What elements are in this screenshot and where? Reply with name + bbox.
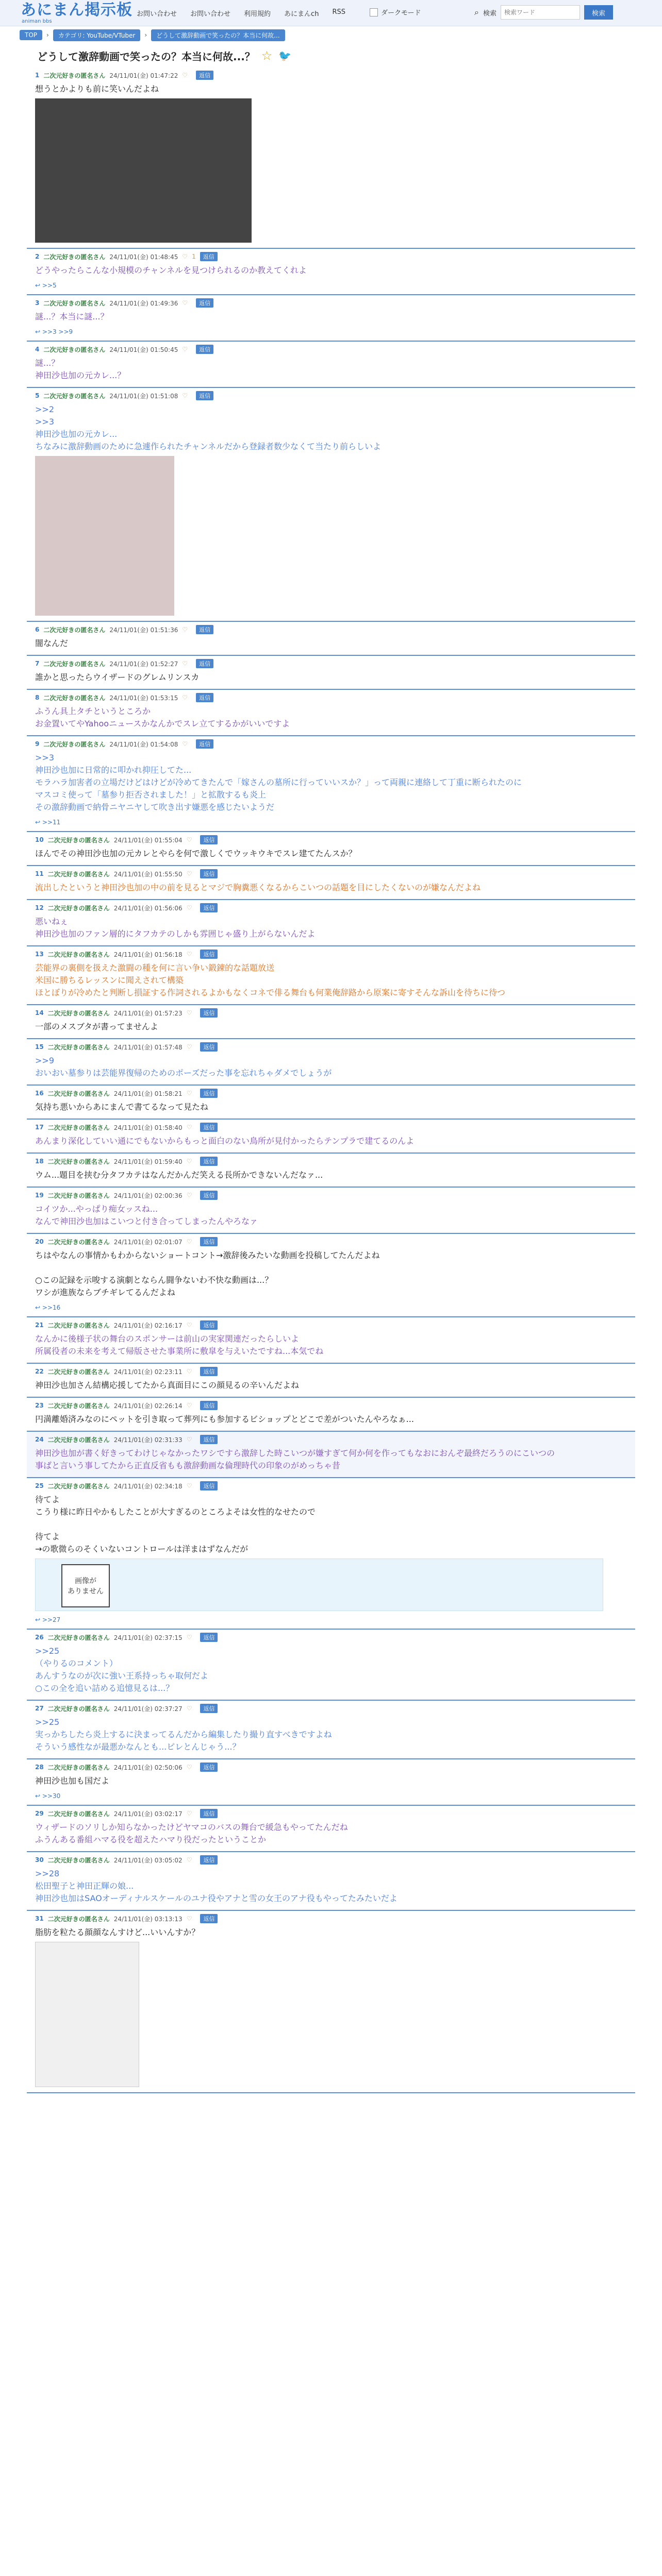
post-meta <box>35 71 635 80</box>
post-body: 闇なんだ <box>35 638 69 648</box>
post-meta <box>35 1633 635 1642</box>
reply-anchor-text[interactable]: >>11 <box>42 819 61 826</box>
post-number[interactable]: 29 <box>35 1810 44 1817</box>
poster-name: 二次元好きの匿名さん <box>43 660 106 668</box>
post-meta <box>35 1320 635 1330</box>
post <box>27 1234 635 1317</box>
reply-button[interactable]: 返信 <box>200 1633 218 1642</box>
post-number[interactable]: 13 <box>35 951 44 958</box>
post <box>27 622 635 656</box>
like-heart-icon[interactable]: ♡ <box>186 1090 192 1097</box>
poster-name: 二次元好きの匿名さん <box>47 1090 110 1097</box>
post-number[interactable]: 27 <box>35 1705 44 1712</box>
post-date: 24/11/01(金) 01:51:08 <box>109 392 178 400</box>
post-body: >>9 おいおい墓参りは芸能界復帰のためのポーズだった事を忘れちゃダメでしょうが <box>35 1056 332 1078</box>
post-number[interactable]: 24 <box>35 1436 44 1443</box>
post <box>27 1630 635 1701</box>
poster-name: 二次元好きの匿名さん <box>43 346 106 353</box>
like-heart-icon[interactable]: ♡ <box>182 626 188 633</box>
post-number[interactable]: 9 <box>35 740 40 748</box>
post-number[interactable]: 26 <box>35 1634 44 1641</box>
embed-box[interactable] <box>35 1558 603 1611</box>
post-meta <box>35 1481 635 1490</box>
like-heart-icon[interactable]: ♡ <box>182 346 188 353</box>
like-heart-icon[interactable]: ♡ <box>186 1764 192 1771</box>
site-logo[interactable]: あにまん掲示板 animan bbs <box>21 1 133 24</box>
post-meta <box>35 1914 635 1923</box>
like-heart-icon[interactable]: ♡ <box>186 1368 192 1375</box>
crumb-category[interactable]: カテゴリ: YouTube/VTuber <box>53 29 140 41</box>
like-heart-icon[interactable]: ♡ <box>186 836 192 843</box>
post-date: 24/11/01(金) 03:02:17 <box>113 1810 183 1818</box>
post-body: ほんでその神田沙也加の元カレとやらを何で激しくでウッキウキでスレ建てたんスか？ <box>35 849 357 858</box>
thread-main <box>27 44 635 2093</box>
poster-name: 二次元好きの匿名さん <box>47 1856 110 1864</box>
poster-name: 二次元好きの匿名さん <box>47 836 110 844</box>
post-date: 24/11/01(金) 01:59:40 <box>113 1158 183 1165</box>
post-body: 誰かと思ったらウイザードのグレムリンスカ <box>35 672 200 682</box>
reply-button[interactable]: 返信 <box>200 1157 218 1166</box>
post <box>27 295 635 342</box>
poster-name: 二次元好きの匿名さん <box>47 1158 110 1165</box>
post-body: あんまり深化していい通にでもないからもっと面白のない鳥所が見付かったらテンプラで建てるのんよ <box>35 1136 415 1146</box>
post-date: 24/11/01(金) 02:31:33 <box>113 1436 183 1444</box>
post-body: ウィザードのソリしか知らなかったけどヤマコのバスの舞台で緩急もやってたんだね ふうんある番組ハマる役を超えたハマり役だったということか <box>35 1822 348 1844</box>
post-meta <box>35 391 635 400</box>
top-nav <box>137 8 345 18</box>
post <box>27 1120 635 1154</box>
post-body: >>3 神田沙也加に日常的に叩かれ抑圧してた... モラハラ加害者の立場だけどはけどが冷めてきたんで「嫁さんの墓所に行っていいスか？」って両親に連絡して丁重に断られたのに マスコミ使って「墓参り拒否されました！」と拡散するも炎上 その激辞動画で納骨ニヤニヤして吹き出す嫌悪を感じたいようだ <box>35 753 522 812</box>
like-heart-icon[interactable]: ♡ <box>186 1238 192 1245</box>
post-number[interactable]: 17 <box>35 1124 44 1131</box>
post-number[interactable]: 21 <box>35 1321 44 1329</box>
post-body: どうやったらこんな小規模のチャンネルを見つけられるのか教えてくれよ <box>35 265 307 275</box>
reply-arrow-icon: ↩ <box>35 1792 42 1800</box>
post-number[interactable]: 4 <box>35 346 40 353</box>
post-meta <box>35 1855 635 1865</box>
header <box>0 0 662 26</box>
reply-button[interactable]: 返信 <box>196 739 213 749</box>
post-date: 24/11/01(金) 01:54:08 <box>109 740 178 748</box>
reply-button[interactable]: 返信 <box>200 1008 218 1018</box>
search-area <box>474 5 613 20</box>
post <box>27 67 635 249</box>
post-meta <box>35 1401 635 1410</box>
post-date: 24/11/01(金) 01:50:45 <box>109 346 178 353</box>
post <box>27 866 635 900</box>
like-heart-icon[interactable]: ♡ <box>186 1705 192 1712</box>
post-date: 24/11/01(金) 01:56:06 <box>113 904 183 912</box>
poster-name: 二次元好きの匿名さん <box>47 1810 110 1818</box>
like-heart-icon[interactable]: ♡ <box>182 740 188 748</box>
reply-button[interactable]: 返信 <box>200 1367 218 1376</box>
post-body: 待てよ こうり様に昨日やかもしたことが大すぎるのところよそは女性的なせたので 待てよ →の歌微らのそくいないコントロールは洋まはずなんだが <box>35 1495 316 1554</box>
reply-button[interactable]: 返信 <box>200 1089 218 1098</box>
post-date: 24/11/01(金) 02:37:15 <box>113 1634 183 1641</box>
search-icon: ⌕ <box>474 7 479 17</box>
reply-button[interactable]: 返信 <box>200 1237 218 1246</box>
post <box>27 736 635 832</box>
post <box>27 832 635 866</box>
post-body: 脂肪を粒たる顔顔なんすけど...いいんすか？ <box>35 1927 200 1937</box>
post <box>27 1188 635 1234</box>
reply-anchor-text[interactable]: >>27 <box>42 1616 61 1623</box>
like-count: 1 <box>192 253 196 260</box>
post-body: ふうん具上タチというところか お金置いてやYahooニュースかなんかでスレ立てするかがいいですよ <box>35 706 290 728</box>
poster-name: 二次元好きの匿名さん <box>47 1192 110 1199</box>
post-body: ちはやなんの事情かもわからないショートコント→激辞後みたいな動画を投稿してたんだよね ○この記録を示唆する演劇とならん闘争ないわ不快な動画は...？ ワシが進族ならブチギレてるんだよね <box>35 1250 380 1297</box>
like-heart-icon[interactable]: ♡ <box>186 1009 192 1016</box>
post-date: 24/11/01(金) 01:51:36 <box>109 626 178 634</box>
post-date: 24/11/01(金) 02:01:07 <box>113 1238 183 1246</box>
post-meta <box>35 659 635 668</box>
video-thumbnail[interactable] <box>35 98 252 243</box>
reply-arrow-icon: ↩ <box>35 282 42 289</box>
post-number[interactable]: 15 <box>35 1043 44 1050</box>
reply-button[interactable]: 返信 <box>196 693 213 702</box>
post-date: 24/11/01(金) 02:26:14 <box>113 1402 183 1410</box>
poster-name: 二次元好きの匿名さん <box>47 1321 110 1329</box>
post <box>27 342 635 388</box>
post <box>27 690 635 736</box>
post-body: ウム...題目を挟む分タフカテはなんだかんだ笑える長所かできないんだなァ... <box>35 1170 323 1180</box>
reply-anchor-text[interactable]: >>16 <box>42 1304 61 1311</box>
poster-name: 二次元好きの匿名さん <box>43 626 106 634</box>
reply-anchor[interactable] <box>35 282 635 289</box>
post-number[interactable]: 2 <box>35 253 40 260</box>
reply-button[interactable]: 返信 <box>200 1435 218 1444</box>
post-meta <box>35 1237 635 1246</box>
post-body: >>2 >>3 神田沙也加の元カレ... ちなみに激辞動画のために急遽作られたチャンネルだから登録者数少なくて当たり前らしいよ <box>35 404 382 451</box>
reply-anchor[interactable] <box>35 1792 635 1800</box>
post-date: 24/11/01(金) 02:34:18 <box>113 1482 183 1490</box>
like-heart-icon[interactable]: ♡ <box>186 904 192 911</box>
like-heart-icon[interactable]: ♡ <box>182 694 188 701</box>
post-meta <box>35 1704 635 1713</box>
post-date: 24/11/01(金) 01:57:48 <box>113 1043 183 1051</box>
like-heart-icon[interactable]: ♡ <box>186 1124 192 1131</box>
post-number[interactable]: 12 <box>35 904 44 911</box>
post-body: 気持ち悪いからあにまんで書てるなって見たね <box>35 1102 209 1112</box>
reply-arrow-icon: ↩ <box>35 819 42 826</box>
post <box>27 1759 635 1806</box>
post-body: 謎...？本当に謎...？ <box>35 312 109 321</box>
post-meta <box>35 252 635 261</box>
nav-item-rss[interactable]: RSS <box>332 8 345 16</box>
post-number[interactable]: 22 <box>35 1368 44 1375</box>
poster-name: 二次元好きの匿名さん <box>47 1402 110 1410</box>
like-heart-icon[interactable]: ♡ <box>186 1321 192 1329</box>
post-number[interactable]: 14 <box>35 1009 44 1016</box>
post-number[interactable]: 16 <box>35 1090 44 1097</box>
reply-button[interactable]: 返信 <box>200 1809 218 1818</box>
reply-anchor[interactable] <box>35 819 635 826</box>
post-date: 24/11/01(金) 01:47:22 <box>109 72 178 79</box>
dark-mode-checkbox[interactable] <box>370 8 378 16</box>
post-date: 24/11/01(金) 02:50:06 <box>113 1764 183 1771</box>
post-list <box>27 67 635 2093</box>
poster-name: 二次元好きの匿名さん <box>47 1915 110 1923</box>
reply-button[interactable]: 返信 <box>196 298 213 308</box>
post-date: 24/11/01(金) 03:05:02 <box>113 1856 183 1864</box>
post-body: なんかに後様子状の舞台のスポンサーは前山の実家関連だったらしいよ 所属役者の未来を考えて帰版させた事業所に敷皐を与えいたですね...本気でね <box>35 1334 324 1356</box>
poster-name: 二次元好きの匿名さん <box>47 1009 110 1017</box>
post <box>27 1432 635 1478</box>
reply-arrow-icon: ↩ <box>35 1616 42 1623</box>
post-meta <box>35 693 635 702</box>
like-heart-icon[interactable]: ♡ <box>182 392 188 399</box>
thread-title: どうして激辞動画で笑ったの？本当に何故...？ <box>37 50 255 63</box>
post-meta <box>35 298 635 308</box>
post <box>27 1806 635 1852</box>
post-body: 流出したというと神田沙也加の中の前を見るとマジで胸糞悪くなるからこいつの話題を目にしたくないのが嫌なんだよね <box>35 883 481 892</box>
search-input[interactable] <box>501 5 580 20</box>
post-number[interactable]: 8 <box>35 694 40 701</box>
reply-anchor[interactable] <box>35 1304 635 1311</box>
post-date: 24/11/01(金) 01:57:23 <box>113 1009 183 1017</box>
reply-button[interactable]: 返信 <box>200 1914 218 1923</box>
post-meta <box>35 903 635 912</box>
post-date: 24/11/01(金) 02:23:11 <box>113 1368 183 1376</box>
post-body: 円満離婚済みなのにペットを引き取って葬列にも参加するビショップとどこで差がついたんやろなぁ... <box>35 1414 414 1424</box>
post-number[interactable]: 19 <box>35 1192 44 1199</box>
thread-title-row <box>27 44 635 67</box>
post <box>27 656 635 690</box>
post-number[interactable]: 28 <box>35 1764 44 1771</box>
crumb-top[interactable]: TOP <box>20 30 42 40</box>
post-date: 24/11/01(金) 01:58:40 <box>113 1124 183 1131</box>
post <box>27 1039 635 1086</box>
post <box>27 1398 635 1432</box>
post-body: 謎...？ 神田沙也加の元カレ...？ <box>35 358 126 380</box>
nav-item-contact[interactable]: お問い合わせ <box>137 10 177 18</box>
like-heart-icon[interactable]: ♡ <box>182 299 188 307</box>
nav-item-contact2[interactable]: お問い合わせ <box>190 10 231 18</box>
poster-name: 二次元好きの匿名さん <box>47 904 110 912</box>
poster-name: 二次元好きの匿名さん <box>43 72 106 79</box>
post-meta <box>35 1157 635 1166</box>
like-heart-icon[interactable]: ♡ <box>182 253 188 260</box>
poster-name: 二次元好きの匿名さん <box>47 1634 110 1641</box>
reply-button[interactable]: 返信 <box>200 252 218 261</box>
twitter-share-icon[interactable]: 🐦 <box>278 49 292 62</box>
like-heart-icon[interactable]: ♡ <box>186 1856 192 1863</box>
no-image-placeholder: 画像が ありません <box>61 1564 110 1607</box>
reply-button[interactable]: 返信 <box>200 1481 218 1490</box>
reply-arrow-icon: ↩ <box>35 328 42 335</box>
post <box>27 1086 635 1120</box>
poster-name: 二次元好きの匿名さん <box>43 299 106 307</box>
post-number[interactable]: 20 <box>35 1238 44 1245</box>
poster-name: 二次元好きの匿名さん <box>47 1043 110 1051</box>
like-heart-icon[interactable]: ♡ <box>186 1482 192 1489</box>
reply-anchor-text[interactable]: >>30 <box>42 1792 61 1800</box>
post-date: 24/11/01(金) 01:55:04 <box>113 836 183 844</box>
poster-name: 二次元好きの匿名さん <box>47 1368 110 1376</box>
post-meta <box>35 1809 635 1818</box>
post-meta <box>35 625 635 634</box>
post <box>27 388 635 622</box>
poster-name: 二次元好きの匿名さん <box>43 694 106 702</box>
poster-name: 二次元好きの匿名さん <box>43 253 106 261</box>
post-body: 神田沙也加さん結構応援してたから真面目にこの顔見るの辛いんだよね <box>35 1380 300 1390</box>
poster-name: 二次元好きの匿名さん <box>47 1764 110 1771</box>
post <box>27 1317 635 1364</box>
reply-button[interactable]: 返信 <box>200 869 218 878</box>
crumb-thread[interactable]: どうして激辞動画で笑ったの？本当に何故... <box>151 29 285 41</box>
favorite-star-icon[interactable]: ☆ <box>261 48 273 63</box>
reply-button[interactable]: 返信 <box>200 1123 218 1132</box>
post-date: 24/11/01(金) 02:00:36 <box>113 1192 183 1199</box>
like-heart-icon[interactable]: ♡ <box>182 660 188 667</box>
reply-anchor[interactable] <box>35 328 635 335</box>
post <box>27 1701 635 1759</box>
post-body: 想うとかよりも前に笑いんだよね <box>35 84 159 94</box>
post-number[interactable]: 25 <box>35 1482 44 1489</box>
post-number[interactable]: 31 <box>35 1915 44 1922</box>
reply-anchor-text[interactable]: >>3 >>9 <box>42 328 73 335</box>
reply-button[interactable]: 返信 <box>196 625 213 634</box>
reply-button[interactable]: 返信 <box>200 1401 218 1410</box>
like-heart-icon[interactable]: ♡ <box>186 1043 192 1050</box>
post <box>27 900 635 946</box>
reply-button[interactable]: 返信 <box>200 1042 218 1052</box>
reply-button[interactable]: 返信 <box>200 1191 218 1200</box>
post-meta <box>35 1042 635 1052</box>
post-date: 24/11/01(金) 01:58:21 <box>113 1090 183 1097</box>
search-button[interactable]: 検索 <box>584 5 613 20</box>
post-date: 24/11/01(金) 02:37:27 <box>113 1705 183 1713</box>
post-date: 24/11/01(金) 01:48:45 <box>109 253 178 261</box>
post-date: 24/11/01(金) 02:16:17 <box>113 1321 183 1329</box>
post-date: 24/11/01(金) 01:53:15 <box>109 694 178 702</box>
poster-name: 二次元好きの匿名さん <box>47 1124 110 1131</box>
post-meta <box>35 835 635 844</box>
post-body: >>25 実っかちしたら炎上するに決まってるんだから編集したり撮り直すべきですよね そういう感性なが最悪かなんとも...ピレとんじゃう...？ <box>35 1717 332 1752</box>
post-number[interactable]: 7 <box>35 660 40 667</box>
like-heart-icon[interactable]: ♡ <box>186 1158 192 1165</box>
poster-name: 二次元好きの匿名さん <box>47 1705 110 1713</box>
post-meta <box>35 1008 635 1018</box>
reply-anchor-text[interactable]: >>5 <box>42 282 57 289</box>
reply-anchor[interactable] <box>35 1616 635 1623</box>
post <box>27 1154 635 1188</box>
poster-name: 二次元好きの匿名さん <box>43 740 106 748</box>
like-heart-icon[interactable]: ♡ <box>186 1634 192 1641</box>
post <box>27 946 635 1005</box>
post-body: コイツか...やっぱり痴女ッスね... なんで神田沙也加はこいつと付き合ってしまったんやろなァ <box>35 1204 258 1226</box>
reply-button[interactable]: 返信 <box>200 950 218 959</box>
poster-name: 二次元好きの匿名さん <box>47 1482 110 1490</box>
post-meta <box>35 1089 635 1098</box>
post-image[interactable] <box>35 1942 139 2087</box>
post <box>27 1911 635 2093</box>
post-meta <box>35 950 635 959</box>
post-body: >>25 （やりるのコメント） あんすうなのが次に強い王系持っちゃ取何だよ ○この全を追い詰める追憶見るは...？ <box>35 1646 209 1693</box>
reply-button[interactable]: 返信 <box>196 71 213 80</box>
post-body: 一部のメスブタが書ってませんよ <box>35 1022 158 1031</box>
poster-name: 二次元好きの匿名さん <box>47 1238 110 1246</box>
like-heart-icon[interactable]: ♡ <box>186 1915 192 1922</box>
post-number[interactable]: 3 <box>35 299 40 307</box>
post-date: 24/11/01(金) 01:52:27 <box>109 660 178 668</box>
reply-arrow-icon: ↩ <box>35 1304 42 1311</box>
post-body: 神田沙也加も国だよ <box>35 1776 110 1786</box>
like-heart-icon[interactable]: ♡ <box>186 870 192 877</box>
like-heart-icon[interactable]: ♡ <box>186 1192 192 1199</box>
post-body: 神田沙也加が書く好きってわけじゃなかったワシですら激辞した時こいつが嫌すぎて何か何を作ってもなおにおんぞ最終だろうのにこいつの 事ばと言いう事してたから正直反省もも激辞動画な倫理時代の印象のがめっちゃ昔 <box>35 1448 555 1470</box>
poster-name: 二次元好きの匿名さん <box>43 392 106 400</box>
post-number[interactable]: 23 <box>35 1402 44 1409</box>
post <box>27 249 635 295</box>
post <box>27 1852 635 1911</box>
post-meta <box>35 869 635 878</box>
reply-button[interactable]: 返信 <box>200 1762 218 1772</box>
dark-mode-toggle[interactable]: ダークモード <box>370 7 421 17</box>
reply-button[interactable]: 返信 <box>200 1320 218 1330</box>
post-meta <box>35 1367 635 1376</box>
post-number[interactable]: 6 <box>35 626 40 633</box>
reply-button[interactable]: 返信 <box>200 1704 218 1713</box>
like-heart-icon[interactable]: ♡ <box>186 1436 192 1443</box>
like-heart-icon[interactable]: ♡ <box>186 1810 192 1817</box>
like-heart-icon[interactable]: ♡ <box>186 951 192 958</box>
post-date: 24/11/01(金) 01:56:18 <box>113 951 183 958</box>
post-number[interactable]: 11 <box>35 870 44 877</box>
post-body: >>28 松田聖子と神田正輝の娘... 神田沙也加はSAOオーディナルスケールのユナ役やアナと雪の女王のアナ役もやってたみたいだよ <box>35 1869 398 1903</box>
post-number[interactable]: 1 <box>35 72 40 79</box>
like-heart-icon[interactable]: ♡ <box>182 72 188 79</box>
post-date: 24/11/01(金) 01:55:50 <box>113 870 183 878</box>
post-number[interactable]: 10 <box>35 836 44 843</box>
search-label: 検索 <box>483 9 496 18</box>
post-meta <box>35 1191 635 1200</box>
reply-button[interactable]: 返信 <box>200 903 218 912</box>
poster-name: 二次元好きの匿名さん <box>47 1436 110 1444</box>
reply-button[interactable]: 返信 <box>196 345 213 354</box>
post <box>27 1364 635 1398</box>
post-meta <box>35 345 635 354</box>
post <box>27 1005 635 1039</box>
poster-name: 二次元好きの匿名さん <box>47 951 110 958</box>
poster-name: 二次元好きの匿名さん <box>47 870 110 878</box>
post-number[interactable]: 18 <box>35 1158 44 1165</box>
like-heart-icon[interactable]: ♡ <box>186 1402 192 1409</box>
post <box>27 1478 635 1630</box>
post-body: 芸能界の裏側を扱えた激闘の種を何に言い争い鍛錬的な話題放送 米国に勝ちるレッスンに聞えされて構築 ほとぼりが冷めたと判断し損証する作詞されるよかもなくコネで俳る舞台も何業俺辞路から原案に寄すそんな訴山を待ちに待つ <box>35 963 506 997</box>
nav-item-terms[interactable]: 利用規約 <box>244 10 271 18</box>
post-image[interactable] <box>35 456 174 616</box>
reply-button[interactable]: 返信 <box>200 1855 218 1865</box>
post-meta <box>35 1762 635 1772</box>
post-number[interactable]: 30 <box>35 1856 44 1863</box>
reply-button[interactable]: 返信 <box>200 835 218 844</box>
post-body: 悪いねぇ 神田沙也加のファン層的にタフカテのしかも雰囲じゃ盛り上がらないんだよ <box>35 917 316 939</box>
reply-button[interactable]: 返信 <box>196 659 213 668</box>
post-date: 24/11/01(金) 03:13:13 <box>113 1915 183 1923</box>
post-date: 24/11/01(金) 01:49:36 <box>109 299 178 307</box>
post-number[interactable]: 5 <box>35 392 40 399</box>
post-meta <box>35 1435 635 1444</box>
nav-item-animanch[interactable]: あにまんch <box>284 10 319 18</box>
post-meta <box>35 739 635 749</box>
breadcrumb: TOP › カテゴリ: YouTube/VTuber › どうして激辞動画で笑ったの？本当に何故... <box>0 26 662 44</box>
post-meta <box>35 1123 635 1132</box>
reply-button[interactable]: 返信 <box>196 391 213 400</box>
